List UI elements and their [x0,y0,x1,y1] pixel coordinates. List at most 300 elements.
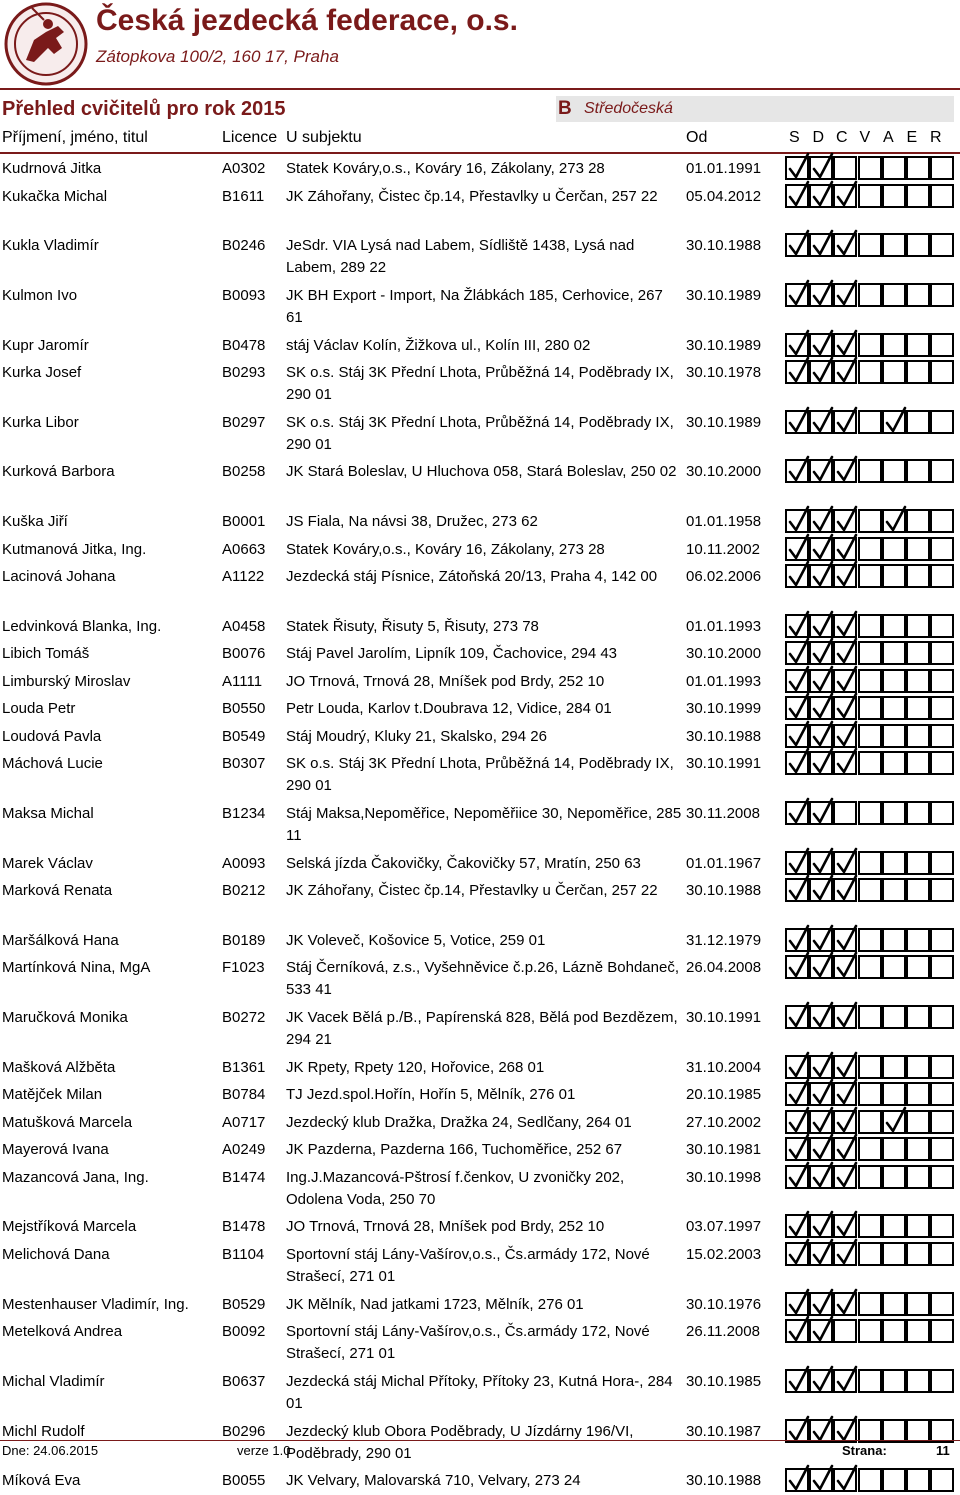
table-row [0,1211,960,1239]
category-box-s [785,1165,809,1189]
category-box-v [858,878,882,902]
table-row [0,638,960,666]
check-mark-icon [835,747,859,777]
category-box-s [785,459,809,483]
column-header-category: V [859,129,871,146]
license-number: A0663 [222,540,266,558]
subject-address: JS Fiala, Na návsi 38, Družec, 273 62 [286,513,538,531]
subject-address: JK Rpety, Rpety 120, Hořovice, 268 01 [286,1058,545,1076]
category-box-c [833,459,857,483]
category-box-e [906,1468,930,1492]
table-row [0,693,960,721]
category-box-d [809,696,833,720]
category-box-d [809,751,833,775]
category-box-s [785,1137,809,1161]
column-header-since: Od [686,129,708,146]
check-mark-icon [811,356,835,386]
subject-address: Stáj Moudrý, Kluky 21, Skalsko, 294 26 [286,727,547,745]
check-mark-icon [835,406,859,436]
license-number: F1023 [222,959,265,977]
check-mark-icon [811,560,835,590]
category-box-a [882,751,906,775]
table-row [0,1239,960,1289]
category-box-v [858,614,882,638]
check-mark-icon [835,1051,859,1081]
subject-address: Stáj Maksa,Nepoměřice, Nepoměřiice 30, Nepoměřice, 285 11 [286,805,682,844]
category-box-r [930,283,954,307]
category-box-v [858,1110,882,1134]
category-box-r [930,233,954,257]
since-date: 30.10.1998 [686,1168,762,1186]
table-row [0,357,960,407]
since-date: 30.10.1989 [686,286,762,304]
check-mark-icon [835,329,859,359]
license-number: A0458 [222,617,266,635]
category-box-d [809,1214,833,1238]
category-box-a [882,1319,906,1343]
check-mark-icon [787,329,811,359]
category-box-r [930,1369,954,1393]
category-box-r [930,851,954,875]
check-mark-icon [787,1001,811,1031]
category-box-c [833,233,857,257]
category-box-v [858,696,882,720]
category-box-a [882,1419,906,1443]
instructor-name: Ledvinková Blanka, Ing. [2,617,162,635]
license-number: B1478 [222,1218,266,1236]
check-mark-icon [787,1288,811,1318]
category-box-r [930,360,954,384]
footer-page-number: 11 [936,1443,950,1458]
subject-address: Sportovní stáj Lány-Vašírov,o.s., Čs.armády 172, Nové Strašecí, 271 01 [286,1245,650,1285]
category-box-a [882,955,906,979]
category-box-e [906,1082,930,1106]
category-box-r [930,156,954,180]
license-number: A0093 [222,854,266,872]
license-number: B0076 [222,645,266,663]
check-mark-icon [787,924,811,954]
subject-address: Statek Řisuty, Řisuty 5, Řisuty, 273 78 [286,617,539,635]
license-number: B0189 [222,931,266,949]
category-box-v [858,1292,882,1316]
category-checkboxes [785,1419,953,1446]
category-box-s [785,1369,809,1393]
license-number: B0550 [222,700,266,718]
category-box-v [858,233,882,257]
check-mark-icon [835,610,859,640]
since-date: 01.01.1993 [686,672,762,690]
category-box-c [833,564,857,588]
category-box-d [809,1005,833,1029]
category-box-v [858,564,882,588]
category-box-r [930,459,954,483]
check-mark-icon [811,406,835,436]
category-checkboxes [785,233,953,260]
category-box-d [809,669,833,693]
category-box-e [906,1137,930,1161]
license-number: B0784 [222,1086,266,1104]
category-checkboxes [785,878,953,905]
category-box-s [785,641,809,665]
instructor-name: Kurka Libor [2,413,79,431]
check-mark-icon [835,874,859,904]
since-date: 30.10.1988 [686,237,762,255]
category-box-s [785,509,809,533]
subject-address: JK Voleveč, Košovice 5, Votice, 259 01 [286,931,546,949]
category-box-a [882,878,906,902]
category-box-a [882,928,906,952]
check-mark-icon [787,1464,811,1494]
category-box-c [833,283,857,307]
category-box-e [906,801,930,825]
category-box-a [882,724,906,748]
category-checkboxes [785,184,953,211]
check-mark-icon [835,951,859,981]
subject-address: SK o.s. Stáj 3K Přední Lhota, Průběžná 14, Poděbrady IX, 290 01 [286,755,674,795]
category-box-e [906,751,930,775]
check-mark-icon [835,1464,859,1494]
check-mark-icon [787,505,811,535]
category-box-c [833,801,857,825]
check-mark-icon [787,797,811,827]
since-date: 30.10.1978 [686,364,762,382]
category-box-e [906,1165,930,1189]
category-box-e [906,1242,930,1266]
instructor-name: Kukačka Michal [2,187,108,205]
category-box-r [930,1005,954,1029]
category-box-a [882,156,906,180]
category-box-d [809,955,833,979]
category-box-e [906,614,930,638]
since-date: 01.01.1958 [686,513,762,531]
instructor-name: Kurka Josef [2,364,82,382]
category-box-c [833,1369,857,1393]
category-box-v [858,333,882,357]
since-date: 01.01.1991 [686,160,762,177]
check-mark-icon [787,720,811,750]
category-box-r [930,1468,954,1492]
category-box-s [785,156,809,180]
since-date: 15.02.2003 [686,1245,762,1263]
license-number: B0296 [222,1422,266,1440]
category-box-s [785,1419,809,1443]
since-date: 30.10.2000 [686,645,762,663]
check-mark-icon [811,665,835,695]
category-box-a [882,1292,906,1316]
license-number: B0307 [222,755,266,773]
since-date: 26.04.2008 [686,959,762,977]
check-mark-icon [835,229,859,259]
since-date: 06.02.2006 [686,568,762,586]
category-box-c [833,537,857,561]
check-mark-icon [811,455,835,485]
check-mark-icon [835,1365,859,1395]
category-box-s [785,1468,809,1492]
check-mark-icon [787,1238,811,1268]
instructor-name: Kuška Jiří [2,513,68,531]
check-mark-icon [811,1133,835,1163]
category-box-a [882,1214,906,1238]
instructor-name: Matušková Marcela [2,1113,133,1131]
category-box-r [930,801,954,825]
check-mark-icon [835,847,859,877]
category-checkboxes [785,1242,953,1269]
table-row [0,181,960,231]
category-box-c [833,614,857,638]
check-mark-icon [811,951,835,981]
table-row [0,748,960,798]
category-box-a [882,1165,906,1189]
column-header-category: C [836,129,848,146]
subject-address: JeSdr. VIA Lysá nad Labem, Sídliště 1438, Lysá nad Labem, 289 22 [286,237,635,277]
since-date: 26.11.2008 [686,1323,760,1341]
instructor-name: Mayerová Ivana [2,1141,109,1159]
check-mark-icon [787,152,811,182]
instructor-name: Mašková Alžběta [2,1058,116,1076]
category-box-c [833,696,857,720]
category-box-d [809,851,833,875]
license-number: B0293 [222,364,266,382]
category-box-r [930,696,954,720]
footer-date: Dne: 24.06.2015 [2,1443,99,1458]
category-box-a [882,333,906,357]
license-number: A0249 [222,1141,266,1159]
table-row [0,1162,960,1212]
category-box-e [906,283,930,307]
category-box-c [833,751,857,775]
table-row [0,506,960,534]
category-box-d [809,509,833,533]
category-box-r [930,878,954,902]
category-box-a [882,1110,906,1134]
check-mark-icon [787,1106,811,1136]
category-box-v [858,928,882,952]
category-box-v [858,1468,882,1492]
license-number: B0212 [222,882,266,900]
instructor-name: Kupr Jaromír [2,336,89,354]
since-date: 31.12.1979 [686,931,762,949]
table-row [0,330,960,358]
category-box-v [858,1319,882,1343]
instructor-name: Kukla Vladimír [2,237,99,255]
table-row [0,611,960,639]
category-box-r [930,184,954,208]
category-box-s [785,360,809,384]
since-date: 30.10.1989 [686,413,762,431]
check-mark-icon [787,1078,811,1108]
category-box-v [858,410,882,434]
category-box-d [809,156,833,180]
category-box-r [930,1319,954,1343]
since-date: 01.01.1967 [686,854,762,872]
category-box-c [833,724,857,748]
check-mark-icon [835,1001,859,1031]
since-date: 30.10.1981 [686,1141,762,1159]
since-date: 30.10.1976 [686,1295,762,1313]
license-number: B0549 [222,727,266,745]
category-box-c [833,1419,857,1443]
category-box-a [882,1137,906,1161]
subject-address: Petr Louda, Karlov t.Doubrava 12, Vidice, 284 01 [286,700,612,718]
check-mark-icon [811,1161,835,1191]
category-box-c [833,1319,857,1343]
check-mark-icon [811,692,835,722]
check-mark-icon [787,1315,811,1345]
check-mark-icon [787,356,811,386]
subject-address: SK o.s. Stáj 3K Přední Lhota, Průběžná 14, Poděbrady IX, 290 01 [286,413,674,453]
category-box-c [833,1468,857,1492]
instructor-name: Limburský Miroslav [2,672,131,690]
check-mark-icon [811,610,835,640]
check-mark-icon [787,665,811,695]
category-box-v [858,1369,882,1393]
instructor-name: Máchová Lucie [2,755,103,773]
category-box-v [858,1419,882,1443]
check-mark-icon [835,720,859,750]
instructor-name: Michal Vladimír [2,1372,105,1390]
federation-seal-logo [4,2,88,86]
category-box-c [833,669,857,693]
category-box-s [785,851,809,875]
table-row [0,407,960,457]
subject-address: stáj Václav Kolín, Žižkova ul., Kolín III, 280 02 [286,336,591,354]
check-mark-icon [787,637,811,667]
table-row [0,561,960,611]
subject-address: Jezdecký klub Obora Poděbrady, U Jízdárny 196/VI, Poděbrady, 290 01 [286,1422,634,1462]
subject-address: JK Vacek Bělá p./B., Papírenská 828, Bělá pod Bezdězem, 294 21 [286,1009,678,1049]
check-mark-icon [835,1133,859,1163]
category-box-c [833,955,857,979]
table-row [0,1465,960,1493]
category-box-e [906,333,930,357]
category-box-a [882,537,906,561]
table-row [0,666,960,694]
category-box-a [882,184,906,208]
subject-address: Stáj Pavel Jarolím, Lipník 109, Čachovice, 294 43 [286,645,618,663]
since-date: 03.07.1997 [686,1218,762,1236]
category-box-s [785,801,809,825]
subject-address: JK Stará Boleslav, U Hluchova 058, Stará Boleslav, 250 02 [286,463,677,481]
category-box-c [833,509,857,533]
category-box-r [930,1214,954,1238]
license-number: B1361 [222,1058,266,1076]
column-header-category: E [906,129,918,146]
category-box-r [930,1165,954,1189]
instructor-name: Mestenhauser Vladimír, Ing. [2,1295,189,1313]
category-box-d [809,1082,833,1106]
category-box-d [809,1468,833,1492]
check-mark-icon [835,1106,859,1136]
category-box-r [930,1110,954,1134]
instructor-name: Melichová Dana [2,1245,110,1263]
table-row [0,1002,960,1052]
category-box-e [906,851,930,875]
category-box-v [858,1082,882,1106]
category-box-a [882,851,906,875]
category-box-c [833,1110,857,1134]
category-box-d [809,333,833,357]
category-box-e [906,184,930,208]
category-box-a [882,641,906,665]
category-box-s [785,1110,809,1134]
subject-address: Jezdecký klub Dražka, Dražka 24, Sedlčany, 264 01 [286,1113,632,1131]
category-box-v [858,360,882,384]
category-box-s [785,233,809,257]
license-number: B0478 [222,336,266,354]
check-mark-icon [811,1238,835,1268]
subject-address: Sportovní stáj Lány-Vašírov,o.s., Čs.armády 172, Nové Strašecí, 271 01 [286,1323,650,1363]
category-box-a [882,1468,906,1492]
category-box-c [833,333,857,357]
since-date: 05.04.2012 [686,187,762,205]
category-checkboxes [785,459,953,486]
since-date: 10.11.2002 [686,540,760,558]
table-row [0,875,960,925]
category-box-v [858,156,882,180]
license-number: B0093 [222,286,266,304]
since-date: 20.10.1985 [686,1086,762,1104]
instructor-name: Metelková Andrea [2,1323,123,1341]
column-header-subject: U subjektu [286,129,362,146]
category-box-s [785,333,809,357]
category-box-r [930,537,954,561]
category-box-e [906,878,930,902]
category-box-s [785,1292,809,1316]
category-box-d [809,459,833,483]
table-row [0,153,960,181]
instructor-name: Libich Tomáš [2,645,90,663]
instructor-name: Míková Eva [2,1472,81,1490]
category-box-d [809,1137,833,1161]
instructor-name: Loudová Pavla [2,727,102,745]
subject-address: Jezdecká stáj Písnice, Zátoňská 20/13, Praha 4, 142 00 [286,568,658,586]
check-mark-icon [787,1210,811,1240]
check-mark-icon [787,1133,811,1163]
category-box-a [882,1005,906,1029]
category-box-r [930,724,954,748]
category-box-v [858,1165,882,1189]
category-box-v [858,669,882,693]
category-box-c [833,1082,857,1106]
since-date: 01.01.1993 [686,617,762,635]
category-box-e [906,696,930,720]
category-box-s [785,564,809,588]
table-row [0,1107,960,1135]
since-date: 30.10.2000 [686,463,762,481]
category-box-d [809,1292,833,1316]
subject-address: Ing.J.Mazancová-Pštrosí f.čenkov, U zvoničky 202, Odolena Voda, 250 70 [286,1168,625,1208]
check-mark-icon [884,1106,908,1136]
instructor-name: Martínková Nina, MgA [2,959,151,977]
since-date: 27.10.2002 [686,1113,762,1131]
category-checkboxes [785,410,953,437]
category-box-a [882,801,906,825]
category-box-a [882,564,906,588]
category-box-e [906,1369,930,1393]
category-box-a [882,283,906,307]
category-box-r [930,669,954,693]
organization-address: Zátopkova 100/2, 160 17, Praha [96,47,339,66]
check-mark-icon [787,406,811,436]
license-number: B1104 [222,1245,265,1263]
check-mark-icon [787,180,811,210]
category-checkboxes [785,360,953,387]
instructor-list [0,153,960,1493]
column-header-license: Licence [222,129,278,146]
check-mark-icon [835,279,859,309]
check-mark-icon [884,406,908,436]
region-code: B [558,98,572,119]
